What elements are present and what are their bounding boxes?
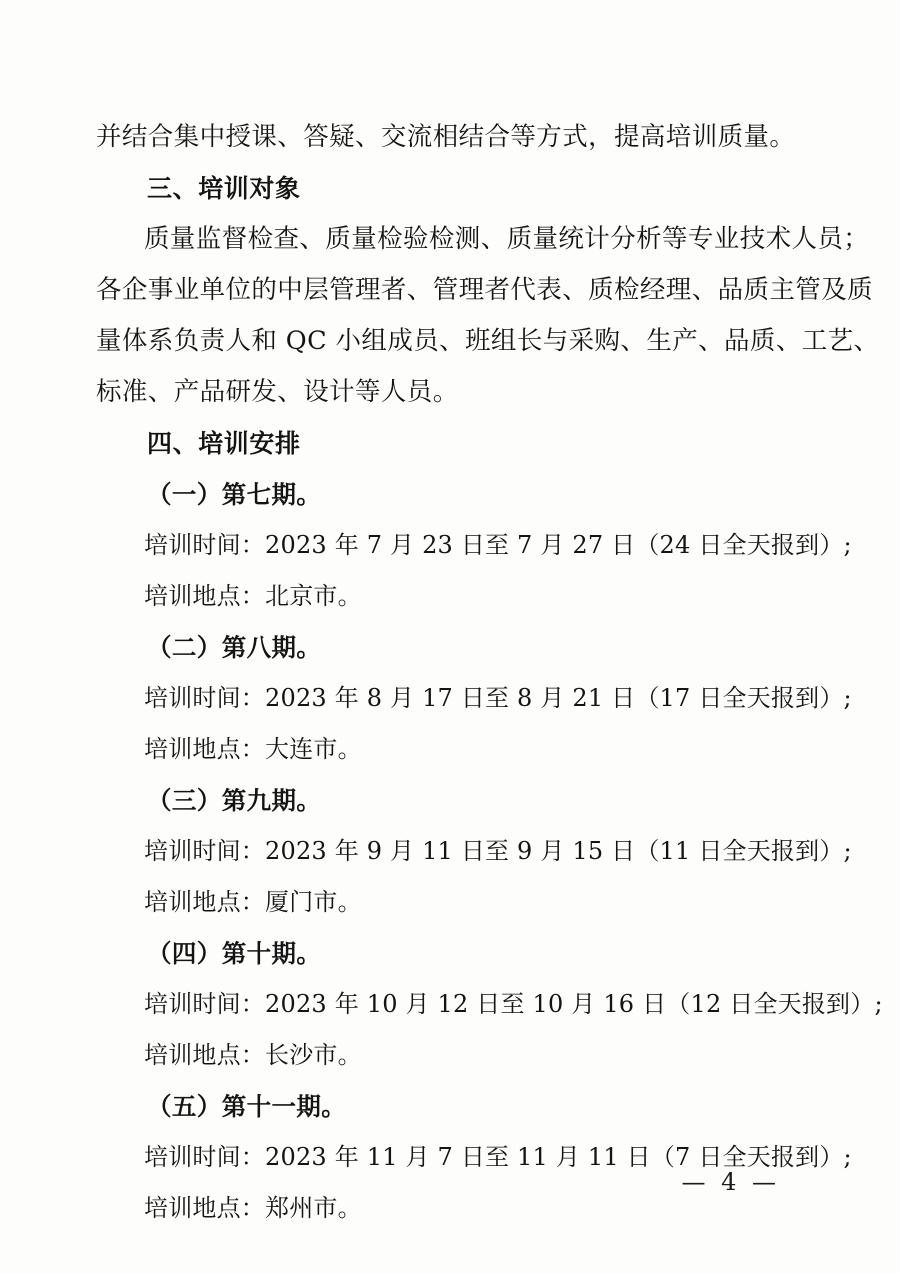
session-10-time: 培训时间：2023 年 10 月 12 日至 10 月 16 日（12 日全天报到）; (144, 990, 883, 1018)
session-7-time: 培训时间：2023 年 7 月 23 日至 7 月 27 日（24 日全天报到）; (144, 531, 852, 559)
section-heading-training-schedule: 四、培训安排 (147, 429, 301, 458)
paragraph-line: 量体系负责人和 QC 小组成员、班组长与采购、生产、品质、工艺、 (96, 326, 880, 356)
subsection-heading-session-8: （二）第八期。 (147, 633, 322, 662)
section-heading-training-audience: 三、培训对象 (147, 174, 301, 203)
session-8-location: 培训地点：大连市。 (144, 735, 362, 763)
paragraph-line: 各企事业单位的中层管理者、管理者代表、质检经理、品质主管及质 (96, 275, 874, 305)
subsection-heading-session-9: （三）第九期。 (147, 786, 322, 815)
paragraph-line: 标准、产品研发、设计等人员。 (96, 377, 459, 407)
session-11-location: 培训地点：郑州市。 (144, 1194, 362, 1222)
paragraph-line: 并结合集中授课、答疑、交流相结合等方式，提高培训质量。 (96, 122, 796, 152)
document-body (96, 112, 883, 1234)
session-9-time: 培训时间：2023 年 9 月 11 日至 9 月 15 日（11 日全天报到）; (144, 837, 852, 865)
session-11-time: 培训时间：2023 年 11 月 7 日至 11 月 11 日（7 日全天报到）; (144, 1143, 852, 1171)
page-number: — 4 — (681, 1168, 780, 1196)
paragraph-line: 质量监督检查、质量检验检测、质量统计分析等专业技术人员； (144, 224, 870, 254)
session-7-location: 培训地点：北京市。 (144, 582, 362, 610)
subsection-heading-session-11: （五）第十一期。 (147, 1092, 347, 1121)
session-10-location: 培训地点：长沙市。 (144, 1041, 362, 1069)
session-8-time: 培训时间：2023 年 8 月 17 日至 8 月 21 日（17 日全天报到）; (144, 684, 852, 712)
subsection-heading-session-10: （四）第十期。 (147, 939, 322, 968)
subsection-heading-session-7: （一）第七期。 (147, 480, 322, 509)
session-9-location: 培训地点：厦门市。 (144, 888, 362, 916)
